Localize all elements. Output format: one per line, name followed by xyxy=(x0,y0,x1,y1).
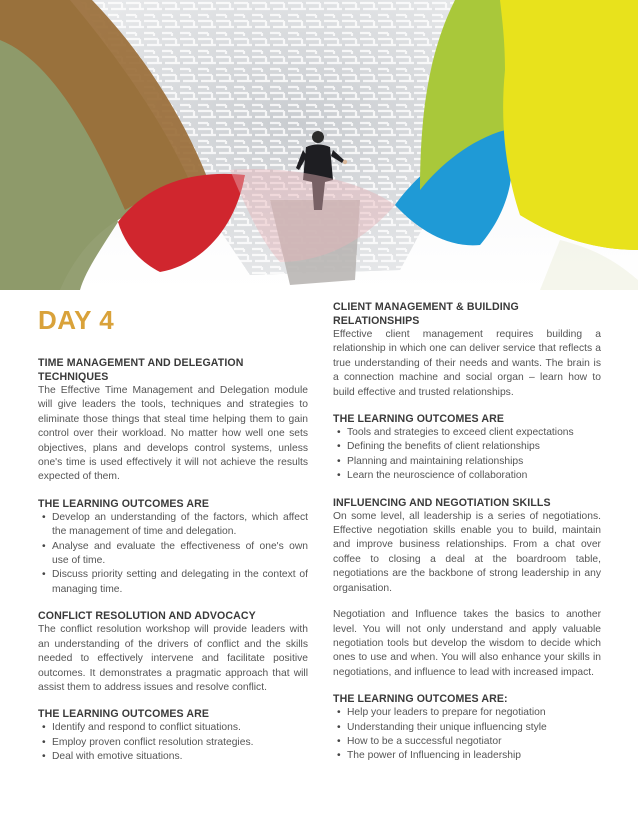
outcomes-title: THE LEARNING OUTCOMES ARE xyxy=(333,413,505,426)
outcomes-list xyxy=(333,426,601,484)
right-column xyxy=(333,300,601,776)
section-body-conflict-resolution: The conflict resolution workshop will provide leaders with an understanding of the drivers of conflict and the skills needed to effectively intervene and facilitate positive outcomes. It demonstrates a pragmatic approach that will assist them to address issues and resolve conflict. xyxy=(38,624,308,693)
section-title-time-management: TIME MANAGEMENT AND DELEGATION TECHNIQUES xyxy=(38,357,244,383)
outcomes-title: THE LEARNING OUTCOMES ARE xyxy=(38,708,210,721)
list-item: • Planning and maintaining relationships xyxy=(333,455,601,469)
list-item: • Defining the benefits of client relationships xyxy=(333,440,601,454)
list-item: • Analyse and evaluate the effectiveness of one's own use of time. xyxy=(38,540,308,569)
section-body-negotiation-2: Negotiation and Influence takes the basics to another level. You will not only understand and apply valuable negotiation tools but develop the wisdom to decide which ones to use and when. You will also enhance your skills in negotiations, and influence to lead with increased impact. xyxy=(333,609,601,678)
outcomes-list xyxy=(333,706,601,764)
list-item: • How to be a successful negotiator xyxy=(333,735,601,749)
list-item: • Employ proven conflict resolution strategies. xyxy=(38,736,308,750)
list-item: • Discuss priority setting and delegating in the context of managing time. xyxy=(38,568,308,597)
hero-banner xyxy=(0,0,638,290)
outcomes-list xyxy=(38,721,308,764)
list-item: • Deal with emotive situations. xyxy=(38,750,308,764)
outcomes-title: THE LEARNING OUTCOMES ARE: xyxy=(333,693,508,706)
list-item: • The power of Influencing in leadership xyxy=(333,749,601,763)
day-heading: DAY 4 xyxy=(38,305,115,335)
section-title-client-management: CLIENT MANAGEMENT & BUILDING RELATIONSHIPS xyxy=(333,301,519,327)
list-item: • Understanding their unique influencing style xyxy=(333,721,601,735)
left-column xyxy=(38,300,308,777)
section-title-negotiation: INFLUENCING AND NEGOTIATION SKILLS xyxy=(333,496,551,509)
list-item: • Develop an understanding of the factors, which affect the management of time and delegation. xyxy=(38,511,308,540)
list-item: • Learn the neuroscience of collaboration xyxy=(333,469,601,483)
outcomes-title: THE LEARNING OUTCOMES ARE xyxy=(38,497,210,510)
section-body-time-management: The Effective Time Management and Delegation module will give leaders the tools, techniques and strategies to eliminate those things that steal time helping them to gain control over their workload. No matter how well one sets objectives, plans and develops control systems, unless one's time is used effectively it will not achieve the results expected of them. xyxy=(38,385,308,483)
list-item: • Tools and strategies to exceed client expectations xyxy=(333,426,601,440)
list-item: • Help your leaders to prepare for negotiation xyxy=(333,706,601,720)
outcomes-list xyxy=(38,511,308,597)
list-item: • Identify and respond to conflict situations. xyxy=(38,721,308,735)
section-body-client-management: Effective client management requires building a relationship in which one can deliver service that reflects a true understanding of their needs and wants. The brain is a connection machine and social organ – learn how to build effective and trusted relationships. xyxy=(333,329,601,398)
section-body-negotiation-1: On some level, all leadership is a series of negotiations. Effective negotiation skills enable you to build, maintain and improve business relationships. From a chat over coffee to closing a deal at the boardroom table, negotiations are the backbone of strong leadership in any organisation. xyxy=(333,510,601,594)
section-title-conflict-resolution: CONFLICT RESOLUTION AND ADVOCACY xyxy=(38,610,256,623)
